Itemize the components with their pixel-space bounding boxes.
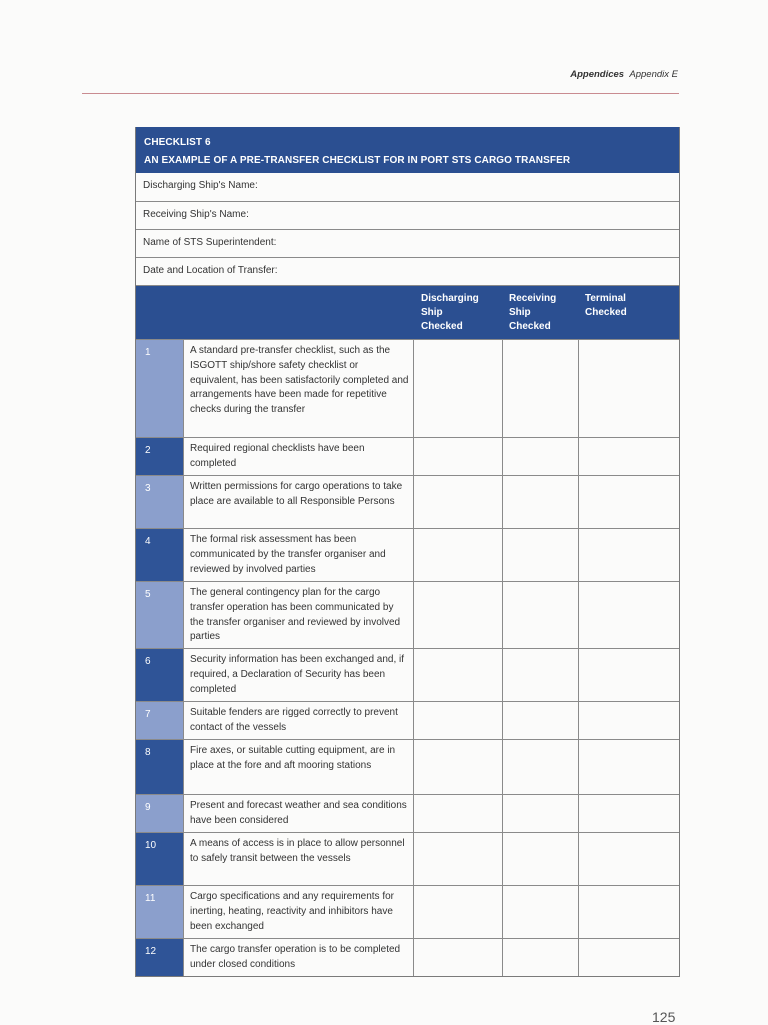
receiving-check-cell[interactable]: [502, 529, 578, 581]
item-text: Suitable fenders are rigged correctly to prevent contact of the vessels: [183, 702, 413, 739]
item-text: Security information has been exchanged and, if required, a Declaration of Security has been completed: [183, 649, 413, 701]
item-number: 4: [136, 529, 183, 581]
discharging-check-cell[interactable]: [413, 649, 502, 701]
receiving-check-cell[interactable]: [502, 795, 578, 832]
item-text: A standard pre-transfer checklist, such as the ISGOTT ship/shore safety checklist or equivalent, has been satisfactorily completed and arrangements have been made for repetitive checks during the transfer: [183, 340, 413, 437]
header-text: Checked: [509, 321, 551, 332]
item-number: 3: [136, 476, 183, 528]
field-sts-superintendent: Name of STS Superintendent:: [136, 229, 679, 257]
discharging-check-cell[interactable]: [413, 795, 502, 832]
checklist-item: [136, 739, 679, 794]
discharging-check-cell[interactable]: [413, 582, 502, 648]
discharging-check-cell[interactable]: [413, 529, 502, 581]
header-text: Checked: [421, 321, 463, 332]
terminal-check-cell[interactable]: [578, 529, 679, 581]
running-head: [570, 69, 678, 80]
checklist-table: [135, 127, 680, 977]
header-receiving-ship-checked: [502, 286, 578, 339]
item-text: The formal risk assessment has been communicated by the transfer organiser and reviewed by involved parties: [183, 529, 413, 581]
terminal-check-cell[interactable]: [578, 582, 679, 648]
receiving-check-cell[interactable]: [502, 939, 578, 976]
terminal-check-cell[interactable]: [578, 438, 679, 475]
field-discharging-ship-name: Discharging Ship's Name:: [143, 180, 258, 191]
item-text: Written permissions for cargo operations to take place are available to all Responsible Persons: [183, 476, 413, 528]
item-text: Required regional checklists have been completed: [183, 438, 413, 475]
checklist-item: [136, 475, 679, 528]
item-number: 6: [136, 649, 183, 701]
item-text: Present and forecast weather and sea conditions have been considered: [183, 795, 413, 832]
discharging-check-cell[interactable]: [413, 833, 502, 885]
checklist-subtitle: AN EXAMPLE OF A PRE-TRANSFER CHECKLIST FOR IN PORT STS CARGO TRANSFER: [144, 155, 571, 166]
terminal-check-cell[interactable]: [578, 476, 679, 528]
discharging-check-cell[interactable]: [413, 340, 502, 437]
receiving-check-cell[interactable]: [502, 833, 578, 885]
receiving-check-cell[interactable]: [502, 649, 578, 701]
header-text: Checked: [585, 307, 627, 318]
header-text: Ship: [421, 307, 443, 318]
header-rule: [82, 93, 679, 94]
discharging-check-cell[interactable]: [413, 476, 502, 528]
terminal-check-cell[interactable]: [578, 340, 679, 437]
checklist-item: [136, 648, 679, 701]
item-text: A means of access is in place to allow personnel to safely transit between the vessels: [183, 833, 413, 885]
checklist-item: [136, 581, 679, 648]
info-fields: [136, 173, 679, 285]
terminal-check-cell[interactable]: [578, 649, 679, 701]
header-text: Receiving: [509, 293, 557, 304]
terminal-check-cell[interactable]: [578, 702, 679, 739]
item-text: Fire axes, or suitable cutting equipment, are in place at the fore and aft mooring stations: [183, 740, 413, 794]
page-number: 125: [652, 1009, 676, 1025]
item-number: 8: [136, 740, 183, 794]
discharging-check-cell[interactable]: [413, 886, 502, 938]
terminal-check-cell[interactable]: [578, 886, 679, 938]
item-number: 1: [136, 340, 183, 437]
checklist-item: [136, 794, 679, 832]
receiving-check-cell[interactable]: [502, 476, 578, 528]
receiving-check-cell[interactable]: [502, 582, 578, 648]
header-terminal-checked: [578, 286, 679, 339]
discharging-check-cell[interactable]: [413, 438, 502, 475]
receiving-check-cell[interactable]: [502, 702, 578, 739]
discharging-check-cell[interactable]: [413, 939, 502, 976]
item-number: 5: [136, 582, 183, 648]
receiving-check-cell[interactable]: [502, 886, 578, 938]
item-number: 9: [136, 795, 183, 832]
checklist-title: CHECKLIST 6: [144, 137, 211, 148]
item-text: The cargo transfer operation is to be completed under closed conditions: [183, 939, 413, 976]
receiving-check-cell[interactable]: [502, 740, 578, 794]
header-spacer: [136, 286, 414, 339]
item-number: 11: [136, 886, 183, 938]
item-text: Cargo specifications and any requirements for inerting, heating, reactivity and inhibitors have been exchanged: [183, 886, 413, 938]
field-receiving-ship-name: Receiving Ship's Name:: [136, 201, 679, 229]
header-text: Ship: [509, 307, 531, 318]
item-number: 7: [136, 702, 183, 739]
discharging-check-cell[interactable]: [413, 702, 502, 739]
terminal-check-cell[interactable]: [578, 833, 679, 885]
discharging-check-cell[interactable]: [413, 740, 502, 794]
column-header-row: [136, 285, 679, 339]
terminal-check-cell[interactable]: [578, 795, 679, 832]
header-text: Discharging: [421, 293, 479, 304]
checklist-item: [136, 832, 679, 885]
checklist-item: [136, 701, 679, 739]
running-head-section: Appendices: [570, 69, 625, 80]
checklist-item: [136, 885, 679, 938]
item-number: 12: [136, 939, 183, 976]
terminal-check-cell[interactable]: [578, 740, 679, 794]
receiving-check-cell[interactable]: [502, 340, 578, 437]
field-date-location: Date and Location of Transfer:: [136, 257, 679, 285]
item-number: 2: [136, 438, 183, 475]
checklist-item: [136, 938, 679, 976]
checklist-item: [136, 528, 679, 581]
header-text: Terminal: [585, 293, 626, 304]
checklist-item: [136, 339, 679, 437]
checklist-title-block: [136, 127, 679, 173]
item-text: The general contingency plan for the cargo transfer operation has been communicated by the transfer organiser and reviewed by involved parties: [183, 582, 413, 648]
checklist-item: [136, 437, 679, 475]
terminal-check-cell[interactable]: [578, 939, 679, 976]
header-discharging-ship-checked: [414, 286, 502, 339]
receiving-check-cell[interactable]: [502, 438, 578, 475]
running-head-subsection: Appendix E: [629, 69, 678, 80]
item-number: 10: [136, 833, 183, 885]
